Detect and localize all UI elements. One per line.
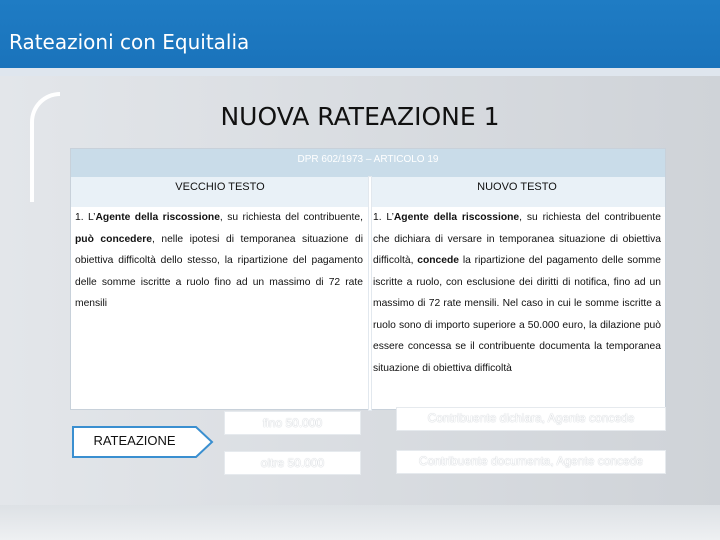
old-text-bold-agent: Agente della riscossione: [95, 212, 220, 223]
comparison-table: [70, 148, 666, 410]
new-text-bold-verb: concede: [417, 255, 460, 266]
new-text-cell: [373, 207, 661, 379]
rateazione-label: RATEAZIONE: [93, 433, 176, 448]
presentation-title: Rateazioni con Equitalia: [9, 30, 250, 54]
table-source-row: DPR 602/1973 – ARTICOLO 19: [71, 149, 665, 177]
new-text-rest: la ripartizione del pagamento delle somme iscritte a ruolo, con esclusione dei diritti di notifica, fino ad un massimo di 72 rate mensili. Nel caso in cui le somme iscritte a ruolo sono di importo superiore a 50.000 euro, la dilazione può essere concessa se il contribuente documenta la temporanea situazione di obiettiva difficoltà: [373, 255, 661, 374]
old-text-cell: [75, 207, 363, 315]
old-text-rest: , nelle ipotesi di temporanea situazione di obiettiva difficoltà dello stesso, la ripartizione del pagamento delle somme iscritte a ruolo fino ad un massimo di 72 rate mensili: [75, 233, 363, 309]
header-bar: [0, 0, 720, 68]
outcome-high-box: Contribuente documenta, Agente concede: [397, 451, 665, 473]
outcome-low-box: Contribuente dichiara, Agente concede: [397, 408, 665, 430]
threshold-high-box: oltre 50.000: [225, 452, 360, 474]
old-text-header: VECCHIO TESTO: [175, 181, 265, 193]
threshold-low-box: fino 50.000: [225, 412, 360, 434]
new-text-mid: , su richiesta del contribuente che dichiara di versare in temporanea situazione di obiettiva difficoltà,: [373, 212, 661, 266]
slide-footer-band: [0, 505, 720, 540]
new-text-prefix: 1. L’: [373, 212, 394, 223]
old-text-mid: , su richiesta del contribuente,: [219, 212, 363, 223]
column-divider: [369, 177, 371, 410]
header-separator: [0, 68, 720, 76]
old-text-prefix: 1. L’: [75, 212, 96, 223]
new-text-header: NUOVO TESTO: [477, 181, 557, 193]
new-text-bold-agent: Agente della riscossione: [393, 212, 520, 223]
slide-title: NUOVA RATEAZIONE 1: [220, 102, 500, 131]
table-header-row: [71, 177, 665, 207]
old-text-bold-verb: può concedere: [75, 233, 152, 245]
